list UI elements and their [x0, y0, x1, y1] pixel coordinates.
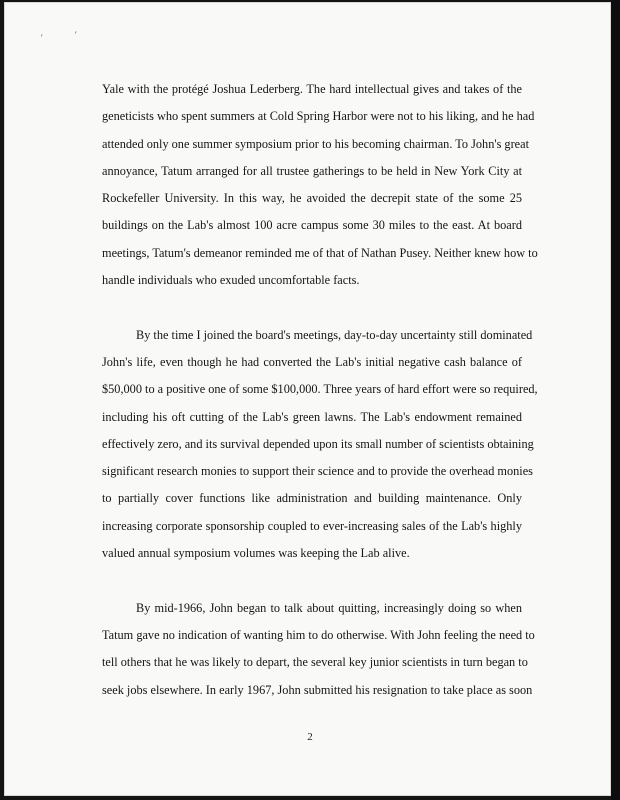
- text-line: meetings, Tatum's demeanor reminded me of that of Nathan Pusey. Neither knew how to: [102, 245, 538, 260]
- paragraph-3: [102, 595, 535, 704]
- stray-mark: ': [75, 30, 77, 40]
- text-line: $50,000 to a positive one of some $100,000. Three years of hard effort were so required,: [102, 382, 538, 397]
- document-body: [102, 76, 538, 704]
- text-line: effectively zero, and its survival depended upon its small number of scientists obtaining: [102, 436, 534, 451]
- paragraph-2: [102, 322, 538, 568]
- text-line: geneticists who spent summers at Cold Spring Harbor were not to his liking, and he had: [102, 109, 535, 124]
- text-line: to partially cover functions like administration and building maintenance. Only: [102, 491, 522, 506]
- text-line: significant research monies to support their science and to provide the overhead monies: [102, 464, 533, 479]
- text-line: Yale with the protégé Joshua Lederberg. The hard intellectual gives and takes of the: [102, 82, 522, 96]
- page-number: 2: [307, 731, 313, 743]
- text-line: attended only one summer symposium prior to his becoming chairman. To John's great: [102, 136, 530, 151]
- text-line: including his oft cutting of the Lab's green lawns. The Lab's endowment remained: [102, 409, 522, 424]
- text-line: seek jobs elsewhere. In early 1967, John submitted his resignation to take place as soon: [102, 682, 533, 697]
- text-line: handle individuals who exuded uncomfortable facts.: [102, 273, 360, 288]
- stray-mark: ': [41, 33, 43, 43]
- paragraph-1: [102, 76, 538, 294]
- scan-edge: [611, 0, 620, 800]
- text-line: increasing corporate sponsorship coupled to ever-increasing sales of the Lab's highly: [102, 518, 522, 533]
- text-line: tell others that he was likely to depart, the several key junior scientists in turn began to: [102, 655, 528, 670]
- text-line: Rockefeller University. In this way, he avoided the decrepit state of the some 25: [102, 191, 522, 206]
- text-line: By the time I joined the board's meetings, day-to-day uncertainty still dominated: [136, 327, 533, 342]
- text-line: By mid-1966, John began to talk about quitting, increasingly doing so when: [136, 600, 522, 615]
- text-line: buildings on the Lab's almost 100 acre campus some 30 miles to the east. At board: [102, 218, 522, 233]
- text-line: annoyance, Tatum arranged for all trustee gatherings to be held in New York City at: [102, 163, 522, 178]
- text-line: Tatum gave no indication of wanting him to do otherwise. With John feeling the need to: [102, 627, 535, 642]
- text-line: John's life, even though he had converted the Lab's initial negative cash balance of: [102, 354, 522, 369]
- text-line: valued annual symposium volumes was keeping the Lab alive.: [102, 546, 410, 561]
